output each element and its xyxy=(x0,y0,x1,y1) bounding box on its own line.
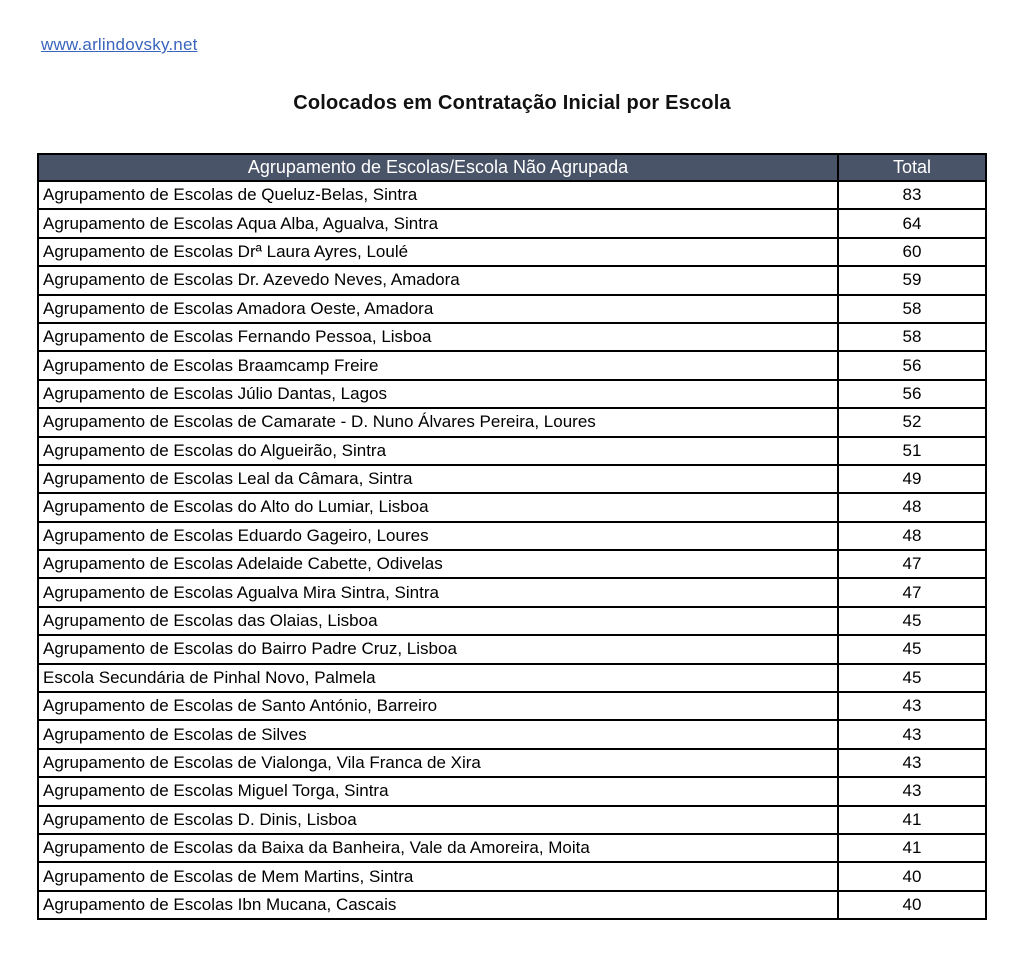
table-row xyxy=(38,380,986,408)
school-name-cell: Agrupamento de Escolas Adelaide Cabette, Odivelas xyxy=(38,550,838,578)
table-row xyxy=(38,408,986,436)
table-row xyxy=(38,437,986,465)
school-name-cell: Agrupamento de Escolas de Mem Martins, Sintra xyxy=(38,862,838,890)
school-name-cell: Agrupamento de Escolas Ibn Mucana, Cascais xyxy=(38,891,838,919)
school-name-cell: Agrupamento de Escolas Leal da Câmara, Sintra xyxy=(38,465,838,493)
table-row xyxy=(38,181,986,209)
table-row xyxy=(38,266,986,294)
website-link[interactable]: www.arlindovsky.net xyxy=(41,35,198,54)
table-row xyxy=(38,209,986,237)
total-cell: 51 xyxy=(838,437,986,465)
school-name-cell: Agrupamento de Escolas D. Dinis, Lisboa xyxy=(38,806,838,834)
total-cell: 43 xyxy=(838,777,986,805)
school-name-cell: Agrupamento de Escolas de Vialonga, Vila Franca de Xira xyxy=(38,749,838,777)
school-name-cell: Agrupamento de Escolas da Baixa da Banheira, Vale da Amoreira, Moita xyxy=(38,834,838,862)
school-name-cell: Agrupamento de Escolas Fernando Pessoa, Lisboa xyxy=(38,323,838,351)
table-row xyxy=(38,664,986,692)
table-row xyxy=(38,493,986,521)
total-cell: 45 xyxy=(838,664,986,692)
school-name-cell: Agrupamento de Escolas do Algueirão, Sintra xyxy=(38,437,838,465)
school-name-cell: Agrupamento de Escolas Aqua Alba, Agualva, Sintra xyxy=(38,209,838,237)
total-cell: 56 xyxy=(838,351,986,379)
school-name-cell: Agrupamento de Escolas Braamcamp Freire xyxy=(38,351,838,379)
total-cell: 40 xyxy=(838,862,986,890)
school-name-cell: Escola Secundária de Pinhal Novo, Palmela xyxy=(38,664,838,692)
table-row xyxy=(38,295,986,323)
school-name-cell: Agrupamento de Escolas do Alto do Lumiar, Lisboa xyxy=(38,493,838,521)
total-cell: 43 xyxy=(838,749,986,777)
page-title: Colocados em Contratação Inicial por Escola xyxy=(293,92,731,114)
total-cell: 47 xyxy=(838,550,986,578)
table-row xyxy=(38,522,986,550)
total-cell: 83 xyxy=(838,181,986,209)
table-body xyxy=(38,181,986,919)
total-cell: 47 xyxy=(838,578,986,606)
table-row xyxy=(38,323,986,351)
table-row xyxy=(38,465,986,493)
table-row xyxy=(38,578,986,606)
school-name-cell: Agrupamento de Escolas de Santo António, Barreiro xyxy=(38,692,838,720)
schools-table xyxy=(37,153,987,920)
table-row xyxy=(38,607,986,635)
school-name-cell: Agrupamento de Escolas Júlio Dantas, Lagos xyxy=(38,380,838,408)
school-name-cell: Agrupamento de Escolas Drª Laura Ayres, Loulé xyxy=(38,238,838,266)
school-name-cell: Agrupamento de Escolas Agualva Mira Sintra, Sintra xyxy=(38,578,838,606)
table-row xyxy=(38,635,986,663)
table-row xyxy=(38,351,986,379)
table-row xyxy=(38,834,986,862)
total-cell: 41 xyxy=(838,806,986,834)
total-cell: 60 xyxy=(838,238,986,266)
school-name-cell: Agrupamento de Escolas Amadora Oeste, Amadora xyxy=(38,295,838,323)
total-cell: 43 xyxy=(838,692,986,720)
school-name-cell: Agrupamento de Escolas Eduardo Gageiro, Loures xyxy=(38,522,838,550)
school-name-cell: Agrupamento de Escolas das Olaias, Lisboa xyxy=(38,607,838,635)
total-cell: 52 xyxy=(838,408,986,436)
school-name-cell: Agrupamento de Escolas de Camarate - D. Nuno Álvares Pereira, Loures xyxy=(38,408,838,436)
column-header-total: Total xyxy=(838,154,986,181)
school-name-cell: Agrupamento de Escolas de Silves xyxy=(38,720,838,748)
table-row xyxy=(38,720,986,748)
total-cell: 58 xyxy=(838,323,986,351)
table-row xyxy=(38,749,986,777)
total-cell: 64 xyxy=(838,209,986,237)
total-cell: 49 xyxy=(838,465,986,493)
total-cell: 56 xyxy=(838,380,986,408)
column-header-school: Agrupamento de Escolas/Escola Não Agrupada xyxy=(38,154,838,181)
table-row xyxy=(38,777,986,805)
school-name-cell: Agrupamento de Escolas Miguel Torga, Sintra xyxy=(38,777,838,805)
table-row xyxy=(38,692,986,720)
total-cell: 48 xyxy=(838,493,986,521)
table-row xyxy=(38,862,986,890)
total-cell: 41 xyxy=(838,834,986,862)
table-row xyxy=(38,238,986,266)
table-header-row xyxy=(38,154,986,181)
total-cell: 48 xyxy=(838,522,986,550)
school-name-cell: Agrupamento de Escolas do Bairro Padre Cruz, Lisboa xyxy=(38,635,838,663)
total-cell: 40 xyxy=(838,891,986,919)
school-name-cell: Agrupamento de Escolas Dr. Azevedo Neves, Amadora xyxy=(38,266,838,294)
table-row xyxy=(38,806,986,834)
total-cell: 59 xyxy=(838,266,986,294)
table-row xyxy=(38,891,986,919)
table-row xyxy=(38,550,986,578)
total-cell: 43 xyxy=(838,720,986,748)
total-cell: 45 xyxy=(838,607,986,635)
total-cell: 45 xyxy=(838,635,986,663)
total-cell: 58 xyxy=(838,295,986,323)
school-name-cell: Agrupamento de Escolas de Queluz-Belas, Sintra xyxy=(38,181,838,209)
table-header xyxy=(38,154,986,181)
